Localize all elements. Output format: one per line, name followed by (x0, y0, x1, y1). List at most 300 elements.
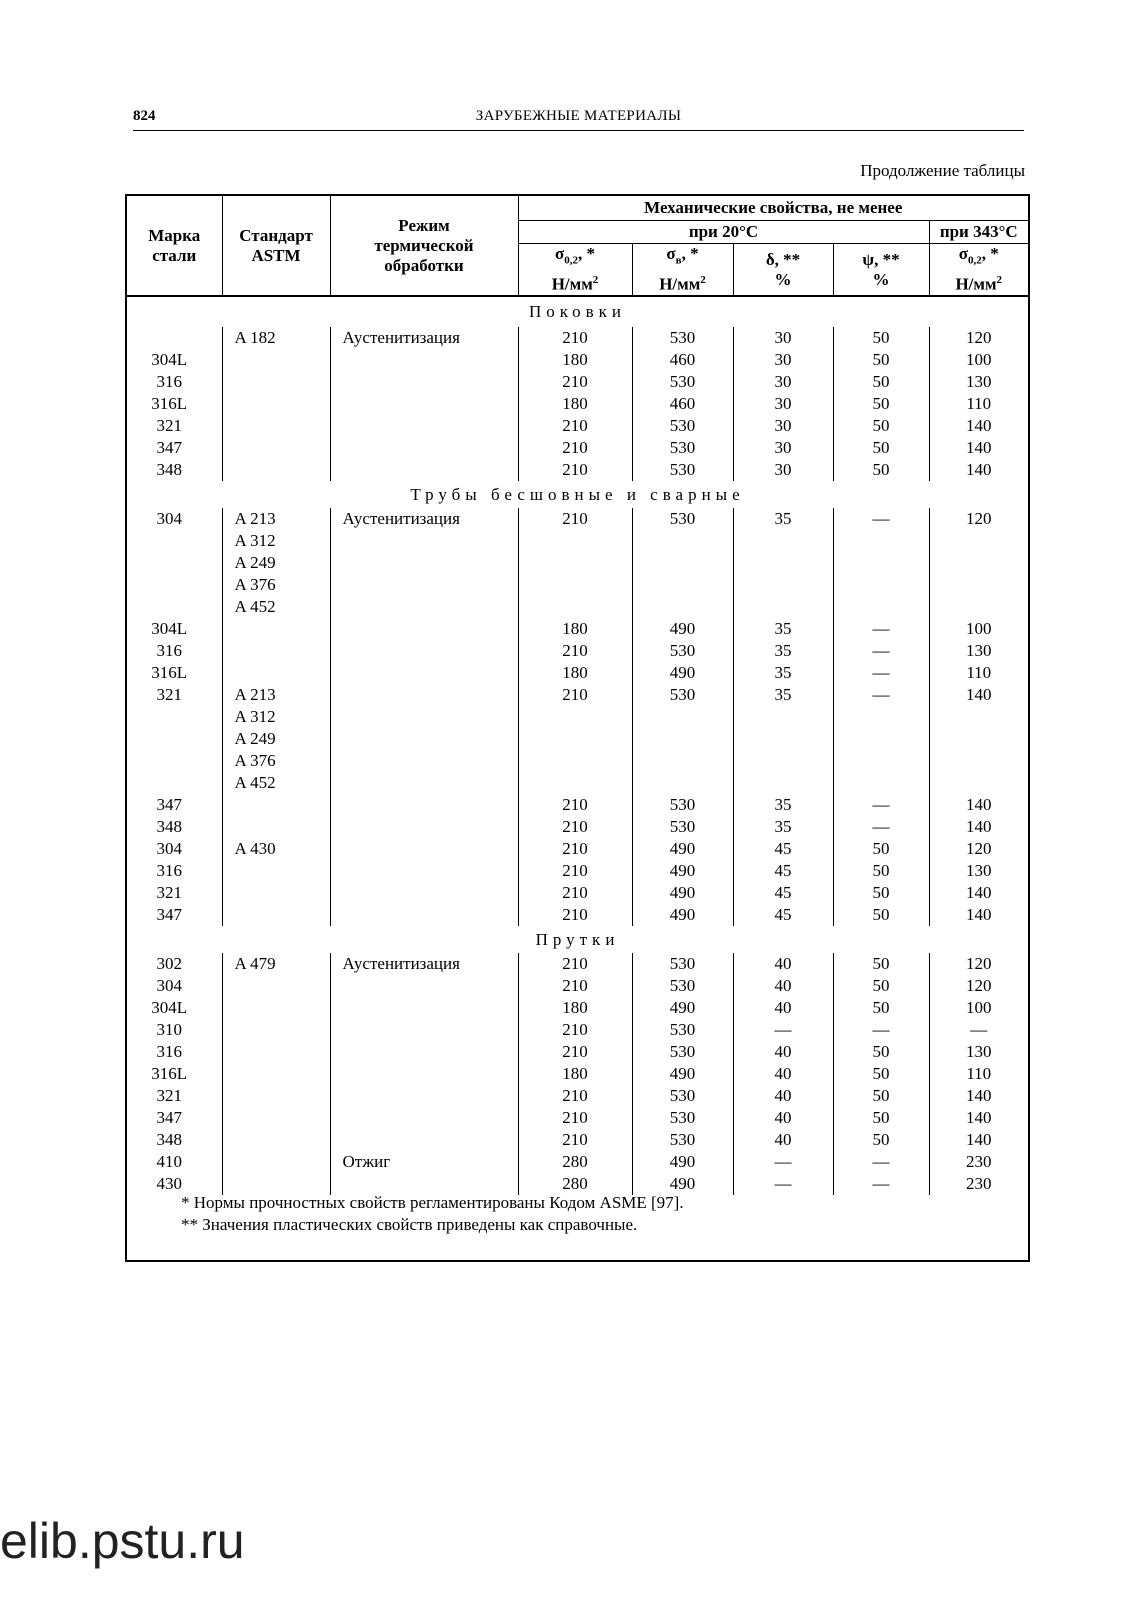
cell-elongation: 30 (733, 437, 833, 459)
cell-tensile-20: 490 (632, 860, 733, 882)
cell-yield-20: 210 (518, 1085, 632, 1107)
cell-yield-343: 120 (929, 508, 1028, 530)
cell-treatment: Аустенитизация (330, 953, 518, 975)
cell-grade: 430 (156, 1174, 182, 1194)
table-row (127, 1085, 1028, 1107)
header-heat-treatment: Режим термической обработки (330, 196, 518, 296)
cell-grade: 347 (156, 905, 182, 925)
table-continued-label: Продолжение таблицы (860, 161, 1025, 180)
cell-yield-20: 280 (518, 1151, 632, 1173)
cell-reduction: 50 (833, 1063, 929, 1085)
cell-standard (222, 1129, 330, 1151)
cell-treatment (330, 750, 518, 772)
cell-reduction: — (833, 640, 929, 662)
table-row (127, 618, 1028, 640)
cell-elongation: 30 (733, 349, 833, 371)
header-subcol-1: $\sigma_{0,2}$, * $Н/мм^2$ (518, 244, 632, 297)
table-row (127, 1063, 1028, 1085)
cell-reduction: 50 (833, 459, 929, 481)
cell-standard: A 452 (222, 772, 330, 794)
cell-elongation: 35 (733, 816, 833, 838)
cell-tensile-20 (632, 706, 733, 728)
table-row (127, 640, 1028, 662)
cell-reduction: 50 (833, 882, 929, 904)
cell-standard (222, 662, 330, 684)
cell-treatment (330, 1041, 518, 1063)
cell-tensile-20 (632, 772, 733, 794)
cell-treatment (330, 371, 518, 393)
cell-yield-343 (929, 574, 1028, 596)
cell-yield-20 (518, 530, 632, 552)
cell-grade: 348 (156, 1130, 182, 1150)
cell-tensile-20: 530 (632, 1041, 733, 1063)
cell-standard: A 249 (222, 728, 330, 750)
cell-yield-343: 100 (929, 618, 1028, 640)
table-row (127, 1129, 1028, 1151)
cell-yield-343: 130 (929, 640, 1028, 662)
table-row (127, 997, 1028, 1019)
cell-yield-20: 210 (518, 1019, 632, 1041)
footnote-2: ** Значения пластических свойств приведены как справочные. (181, 1215, 638, 1234)
section-title: Прутки (535, 930, 620, 950)
cell-standard: A 376 (222, 574, 330, 596)
cell-standard (222, 1107, 330, 1129)
cell-standard: A 376 (222, 750, 330, 772)
cell-yield-20: 280 (518, 1173, 632, 1195)
cell-elongation: — (733, 1173, 833, 1195)
cell-grade: 316L (151, 394, 188, 414)
cell-treatment: Аустенитизация (330, 508, 518, 530)
table-row (127, 508, 1028, 530)
cell-reduction: — (833, 794, 929, 816)
section-row (127, 481, 1028, 508)
table-row (127, 904, 1028, 926)
cell-standard (222, 371, 330, 393)
table-row (127, 371, 1028, 393)
page-header (133, 104, 1024, 131)
cell-reduction: — (833, 816, 929, 838)
cell-standard (222, 437, 330, 459)
cell-tensile-20: 530 (632, 437, 733, 459)
cell-grade: 304L (151, 998, 188, 1018)
cell-reduction: 50 (833, 1107, 929, 1129)
cell-reduction (833, 750, 929, 772)
cell-reduction (833, 596, 929, 618)
cell-treatment (330, 349, 518, 371)
cell-elongation (733, 530, 833, 552)
cell-elongation: 40 (733, 1041, 833, 1063)
cell-standard (222, 459, 330, 481)
cell-grade: 310 (156, 1020, 182, 1040)
cell-standard (222, 816, 330, 838)
cell-reduction: 50 (833, 953, 929, 975)
cell-elongation (733, 728, 833, 750)
cell-tensile-20: 530 (632, 975, 733, 997)
cell-elongation: 35 (733, 618, 833, 640)
cell-grade: 302 (156, 954, 182, 974)
cell-elongation: 40 (733, 953, 833, 975)
cell-yield-343: 140 (929, 459, 1028, 481)
cell-standard (222, 349, 330, 371)
table-row (127, 975, 1028, 997)
cell-standard (222, 997, 330, 1019)
cell-treatment (330, 794, 518, 816)
cell-yield-343: 100 (929, 349, 1028, 371)
header-subcol-5: $\sigma_{0,2}$, * $Н/мм^2$ (929, 244, 1028, 297)
cell-reduction: 50 (833, 393, 929, 415)
cell-tensile-20: 490 (632, 618, 733, 640)
cell-tensile-20 (632, 574, 733, 596)
table-row (127, 349, 1028, 371)
cell-grade: 316 (156, 861, 182, 881)
cell-elongation (733, 772, 833, 794)
cell-grade: 348 (156, 460, 182, 480)
cell-grade (127, 706, 222, 728)
cell-elongation: 40 (733, 1129, 833, 1151)
cell-yield-343 (929, 596, 1028, 618)
cell-standard: A 312 (222, 530, 330, 552)
cell-yield-343: 120 (929, 838, 1028, 860)
section-row (127, 296, 1028, 327)
table-row (127, 838, 1028, 860)
cell-tensile-20: 530 (632, 1129, 733, 1151)
cell-yield-20: 210 (518, 684, 632, 706)
cell-grade (127, 530, 222, 552)
cell-treatment (330, 437, 518, 459)
cell-tensile-20 (632, 552, 733, 574)
cell-reduction: 50 (833, 904, 929, 926)
cell-grade: 316 (156, 372, 182, 392)
cell-elongation: 30 (733, 327, 833, 349)
cell-elongation: 35 (733, 640, 833, 662)
cell-tensile-20: 530 (632, 816, 733, 838)
table-row (127, 684, 1028, 706)
cell-treatment (330, 975, 518, 997)
cell-standard (222, 1041, 330, 1063)
cell-yield-20: 210 (518, 904, 632, 926)
properties-table-frame (125, 194, 1030, 1262)
cell-reduction: 50 (833, 838, 929, 860)
cell-tensile-20: 530 (632, 794, 733, 816)
cell-yield-343: 140 (929, 437, 1028, 459)
cell-grade: 348 (156, 817, 182, 837)
cell-treatment (330, 393, 518, 415)
cell-tensile-20: 490 (632, 1063, 733, 1085)
cell-standard (222, 975, 330, 997)
cell-reduction: — (833, 1173, 929, 1195)
cell-grade: 321 (156, 416, 182, 436)
cell-yield-20: 210 (518, 882, 632, 904)
cell-yield-343: 110 (929, 662, 1028, 684)
cell-reduction (833, 706, 929, 728)
cell-reduction: 50 (833, 437, 929, 459)
cell-tensile-20: 530 (632, 371, 733, 393)
cell-standard: A 479 (222, 953, 330, 975)
cell-tensile-20: 460 (632, 393, 733, 415)
cell-yield-20: 210 (518, 437, 632, 459)
cell-yield-20 (518, 772, 632, 794)
cell-elongation (733, 596, 833, 618)
cell-tensile-20: 530 (632, 1085, 733, 1107)
section-title: Поковки (528, 302, 627, 322)
cell-grade (127, 772, 222, 794)
cell-elongation (733, 750, 833, 772)
cell-grade (127, 552, 222, 574)
cell-reduction: 50 (833, 415, 929, 437)
cell-yield-20: 210 (518, 794, 632, 816)
cell-yield-20 (518, 728, 632, 750)
table-row (127, 772, 1028, 794)
cell-yield-343: 140 (929, 1129, 1028, 1151)
cell-yield-343: 140 (929, 415, 1028, 437)
cell-reduction: — (833, 684, 929, 706)
cell-treatment (330, 640, 518, 662)
cell-yield-20: 210 (518, 327, 632, 349)
cell-treatment (330, 684, 518, 706)
header-subcol-4: ψ, ** % (833, 244, 929, 297)
cell-reduction (833, 772, 929, 794)
footnote-1: * Нормы прочностных свойств регламентированы Кодом ASME [97]. (181, 1193, 684, 1212)
cell-yield-20: 180 (518, 1063, 632, 1085)
cell-yield-20: 210 (518, 838, 632, 860)
cell-tensile-20: 490 (632, 838, 733, 860)
cell-yield-20: 210 (518, 953, 632, 975)
table-row (127, 1019, 1028, 1041)
table-row (127, 1041, 1028, 1063)
table-row (127, 953, 1028, 975)
cell-treatment (330, 662, 518, 684)
cell-tensile-20: 530 (632, 1019, 733, 1041)
cell-standard (222, 1063, 330, 1085)
cell-yield-20: 210 (518, 508, 632, 530)
cell-grade: 304L (151, 619, 188, 639)
cell-tensile-20: 490 (632, 997, 733, 1019)
cell-grade: 316L (151, 663, 188, 683)
cell-yield-343 (929, 530, 1028, 552)
cell-yield-343 (929, 552, 1028, 574)
cell-standard: A 312 (222, 706, 330, 728)
cell-standard (222, 640, 330, 662)
cell-elongation: 30 (733, 393, 833, 415)
cell-elongation: 35 (733, 794, 833, 816)
cell-grade: 347 (156, 795, 182, 815)
cell-standard (222, 882, 330, 904)
cell-elongation: 45 (733, 860, 833, 882)
table-row (127, 882, 1028, 904)
cell-tensile-20 (632, 750, 733, 772)
table-row (127, 706, 1028, 728)
cell-yield-343: 140 (929, 1085, 1028, 1107)
cell-treatment (330, 1107, 518, 1129)
cell-elongation: 35 (733, 684, 833, 706)
cell-tensile-20: 490 (632, 882, 733, 904)
cell-yield-20: 210 (518, 1129, 632, 1151)
header-subcol-2: $\sigma_в$, * $Н/мм^2$ (632, 244, 733, 297)
cell-tensile-20: 530 (632, 640, 733, 662)
cell-grade: 316 (156, 641, 182, 661)
cell-yield-20: 210 (518, 860, 632, 882)
cell-treatment (330, 1085, 518, 1107)
cell-tensile-20: 530 (632, 459, 733, 481)
cell-yield-343: 230 (929, 1151, 1028, 1173)
table-row (127, 728, 1028, 750)
cell-tensile-20: 490 (632, 1151, 733, 1173)
cell-yield-343 (929, 706, 1028, 728)
cell-elongation: — (733, 1151, 833, 1173)
cell-grade: 347 (156, 1108, 182, 1128)
cell-standard (222, 794, 330, 816)
cell-treatment (330, 530, 518, 552)
cell-yield-20 (518, 750, 632, 772)
cell-reduction (833, 530, 929, 552)
cell-reduction: — (833, 618, 929, 640)
header-grade: Марка стали (127, 196, 222, 296)
cell-elongation: 45 (733, 838, 833, 860)
header-mech-props: Механические свойства, не менее (518, 196, 1028, 221)
cell-tensile-20: 530 (632, 327, 733, 349)
cell-reduction: 50 (833, 327, 929, 349)
cell-yield-343: 130 (929, 860, 1028, 882)
table-row (127, 662, 1028, 684)
cell-yield-20: 180 (518, 662, 632, 684)
cell-reduction (833, 728, 929, 750)
cell-elongation (733, 574, 833, 596)
table-row (127, 393, 1028, 415)
cell-yield-343 (929, 772, 1028, 794)
cell-tensile-20: 460 (632, 349, 733, 371)
cell-reduction (833, 552, 929, 574)
cell-yield-343: 120 (929, 975, 1028, 997)
cell-elongation: 40 (733, 997, 833, 1019)
cell-tensile-20: 530 (632, 684, 733, 706)
page-number: 824 (133, 108, 156, 124)
cell-yield-20: 180 (518, 393, 632, 415)
cell-yield-343: 140 (929, 816, 1028, 838)
cell-yield-343 (929, 728, 1028, 750)
cell-treatment (330, 459, 518, 481)
table-header (127, 196, 1028, 296)
cell-treatment (330, 1129, 518, 1151)
table-row (127, 437, 1028, 459)
cell-yield-20: 180 (518, 997, 632, 1019)
table-row (127, 596, 1028, 618)
cell-yield-20: 210 (518, 1107, 632, 1129)
cell-elongation: 35 (733, 508, 833, 530)
cell-treatment (330, 574, 518, 596)
cell-yield-20: 210 (518, 640, 632, 662)
cell-elongation: 40 (733, 1085, 833, 1107)
cell-reduction: 50 (833, 1041, 929, 1063)
cell-elongation: 40 (733, 1107, 833, 1129)
cell-tensile-20: 530 (632, 953, 733, 975)
cell-grade: 347 (156, 438, 182, 458)
cell-yield-343: — (929, 1019, 1028, 1041)
cell-elongation: 30 (733, 415, 833, 437)
cell-yield-343: 140 (929, 882, 1028, 904)
table-row (127, 1107, 1028, 1129)
cell-grade (127, 596, 222, 618)
cell-reduction: 50 (833, 1129, 929, 1151)
table-row (127, 816, 1028, 838)
cell-treatment (330, 415, 518, 437)
cell-tensile-20: 530 (632, 415, 733, 437)
cell-grade: 316 (156, 1042, 182, 1062)
cell-standard: A 213 (222, 684, 330, 706)
cell-yield-343: 140 (929, 1107, 1028, 1129)
cell-yield-343: 140 (929, 794, 1028, 816)
table-body (127, 296, 1028, 1195)
table-row (127, 794, 1028, 816)
cell-standard (222, 618, 330, 640)
cell-grade (127, 728, 222, 750)
cell-yield-20: 210 (518, 1041, 632, 1063)
cell-yield-20 (518, 706, 632, 728)
cell-elongation: 45 (733, 904, 833, 926)
cell-yield-343: 110 (929, 393, 1028, 415)
cell-yield-20: 210 (518, 459, 632, 481)
cell-grade: 304 (156, 839, 182, 859)
table-row (127, 415, 1028, 437)
cell-grade: 321 (156, 1086, 182, 1106)
table-row (127, 574, 1028, 596)
cell-yield-20: 210 (518, 816, 632, 838)
cell-reduction: 50 (833, 349, 929, 371)
cell-grade: 316L (151, 1064, 188, 1084)
cell-yield-343: 130 (929, 1041, 1028, 1063)
cell-tensile-20: 530 (632, 508, 733, 530)
cell-standard: A 249 (222, 552, 330, 574)
cell-yield-343: 120 (929, 327, 1028, 349)
cell-treatment (330, 706, 518, 728)
cell-tensile-20: 490 (632, 904, 733, 926)
table-row (127, 327, 1028, 349)
header-at-343: при 343°С (929, 221, 1028, 244)
cell-yield-20: 180 (518, 618, 632, 640)
cell-standard (222, 393, 330, 415)
cell-reduction: 50 (833, 1085, 929, 1107)
cell-standard: A 182 (222, 327, 330, 349)
cell-yield-343: 110 (929, 1063, 1028, 1085)
table-row (127, 860, 1028, 882)
cell-reduction: — (833, 1019, 929, 1041)
cell-treatment (330, 882, 518, 904)
table-row (127, 1151, 1028, 1173)
cell-standard (222, 860, 330, 882)
cell-yield-343: 120 (929, 953, 1028, 975)
cell-treatment: Отжиг (330, 1151, 518, 1173)
cell-yield-343: 100 (929, 997, 1028, 1019)
cell-yield-20: 210 (518, 415, 632, 437)
cell-yield-20: 210 (518, 371, 632, 393)
cell-reduction: 50 (833, 975, 929, 997)
cell-reduction: — (833, 1151, 929, 1173)
running-title: ЗАРУБЕЖНЫЕ МАТЕРИАЛЫ (475, 108, 682, 124)
cell-yield-343: 230 (929, 1173, 1028, 1195)
cell-yield-343 (929, 750, 1028, 772)
properties-table (127, 196, 1028, 1195)
cell-standard (222, 1151, 330, 1173)
cell-tensile-20: 490 (632, 662, 733, 684)
cell-treatment (330, 860, 518, 882)
cell-treatment (330, 838, 518, 860)
cell-elongation: 30 (733, 459, 833, 481)
cell-treatment (330, 596, 518, 618)
cell-reduction: — (833, 662, 929, 684)
cell-reduction (833, 574, 929, 596)
cell-standard (222, 415, 330, 437)
cell-treatment (330, 1019, 518, 1041)
cell-grade: 304 (156, 976, 182, 996)
